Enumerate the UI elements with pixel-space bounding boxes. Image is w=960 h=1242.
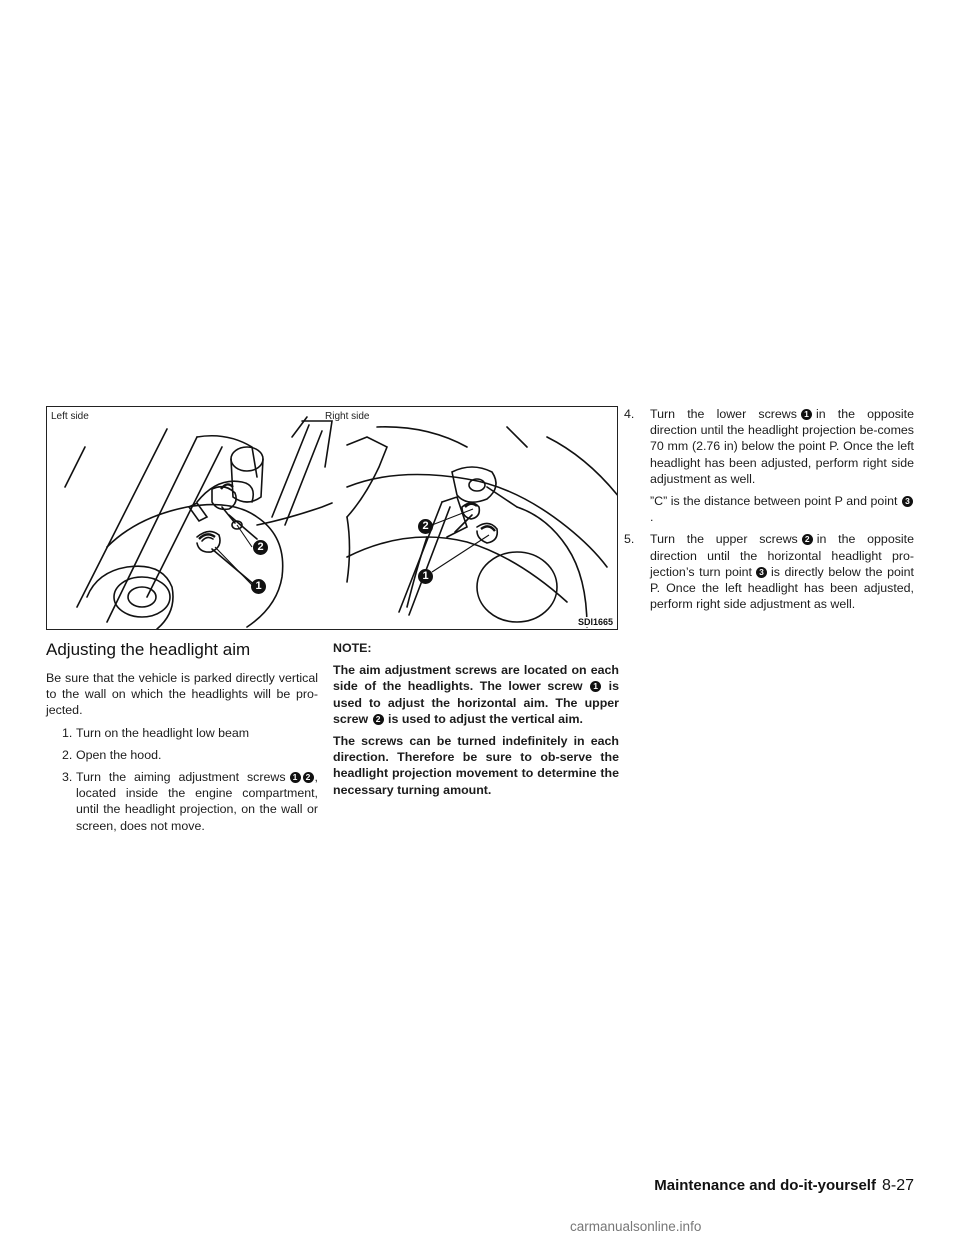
marker-1: 1	[290, 772, 301, 783]
continued-steps-column	[624, 406, 914, 618]
step-text-cont: in the opposite direction until the headlight projection be-comes 70 mm (2.76 in) below the point P. Once the left headlight has been adjusted, perform right side adjustment as well.	[650, 407, 914, 486]
step-text-end: is directly below the point P. Once the left headlight has been adjusted, perform right side adjustment as well.	[650, 564, 914, 612]
marker-1: 1	[801, 409, 812, 420]
footer-section-name: Maintenance and do-it-yourself	[654, 1177, 876, 1194]
marker-2: 2	[373, 714, 384, 725]
step-number: 3.	[62, 770, 73, 785]
note-paragraph-2: The screws can be turned indefinitely in each direction. Therefore be sure to ob-serve the headlight projection movement to determine the necessary turning amount.	[333, 734, 619, 797]
detail-text-end: .	[650, 510, 654, 525]
note-label: NOTE:	[333, 641, 372, 655]
note-paragraph-1	[333, 662, 619, 727]
step-4	[624, 406, 914, 487]
callout-2-left: 2	[253, 540, 268, 555]
step-text: Turn on the headlight low beam	[76, 725, 250, 740]
section-title: Adjusting the headlight aim	[46, 640, 251, 659]
step-text-mid: in the opposite direction until the horizontal headlight pro-jection’s turn point	[650, 532, 914, 579]
page-number: 8-27	[881, 1177, 914, 1194]
intro-paragraph: Be sure that the vehicle is parked directly vertical to the wall on which the headlights will be pro-jected.	[46, 671, 318, 718]
instructions-column	[46, 640, 318, 840]
right-side-label: Right side	[325, 411, 370, 422]
step-text: Turn the aiming adjustment screws	[76, 770, 286, 785]
step-text: Turn the upper screws	[650, 532, 798, 547]
watermark: carmanualsonline.info	[570, 1219, 702, 1234]
step-text: Open the hood.	[76, 747, 162, 762]
step-number: 2.	[62, 747, 73, 762]
step-number: 4.	[624, 407, 635, 421]
marker-3: 3	[902, 496, 913, 507]
note-text: is used to adjust the vertical aim.	[388, 711, 583, 726]
engine-compartment-drawing	[47, 407, 618, 630]
step-5	[624, 531, 914, 612]
detail-text: ”C” is the distance between point P and point	[650, 494, 898, 509]
note-text: is used to adjust the horizontal aim. The upper screw	[333, 679, 620, 726]
callout-1-left: 1	[251, 579, 266, 594]
marker-2: 2	[802, 534, 813, 545]
marker-2: 2	[303, 772, 314, 783]
step-1	[46, 725, 318, 741]
page-footer	[620, 1177, 914, 1195]
step-number: 5.	[624, 532, 635, 547]
left-side-label: Left side	[51, 411, 89, 422]
step-3	[46, 769, 318, 834]
step-text: Turn the lower screws	[650, 407, 797, 421]
marker-3: 3	[756, 567, 767, 578]
step-2	[46, 747, 318, 763]
callout-2-right: 2	[418, 519, 433, 534]
step-number: 1.	[62, 725, 73, 740]
step-text-cont: , located inside the engine compartment, until the headlight projection, on the wall or screen, does not move.	[76, 770, 318, 833]
note-column	[333, 640, 619, 804]
note-text: The aim adjustment screws are located on each side of the headlights. The lower screw	[333, 663, 619, 694]
marker-1: 1	[590, 681, 601, 692]
figure-id: SDI1665	[577, 617, 613, 627]
callout-1-right: 1	[418, 569, 433, 584]
step-4-detail	[624, 493, 914, 525]
headlight-aim-illustration	[46, 406, 618, 630]
